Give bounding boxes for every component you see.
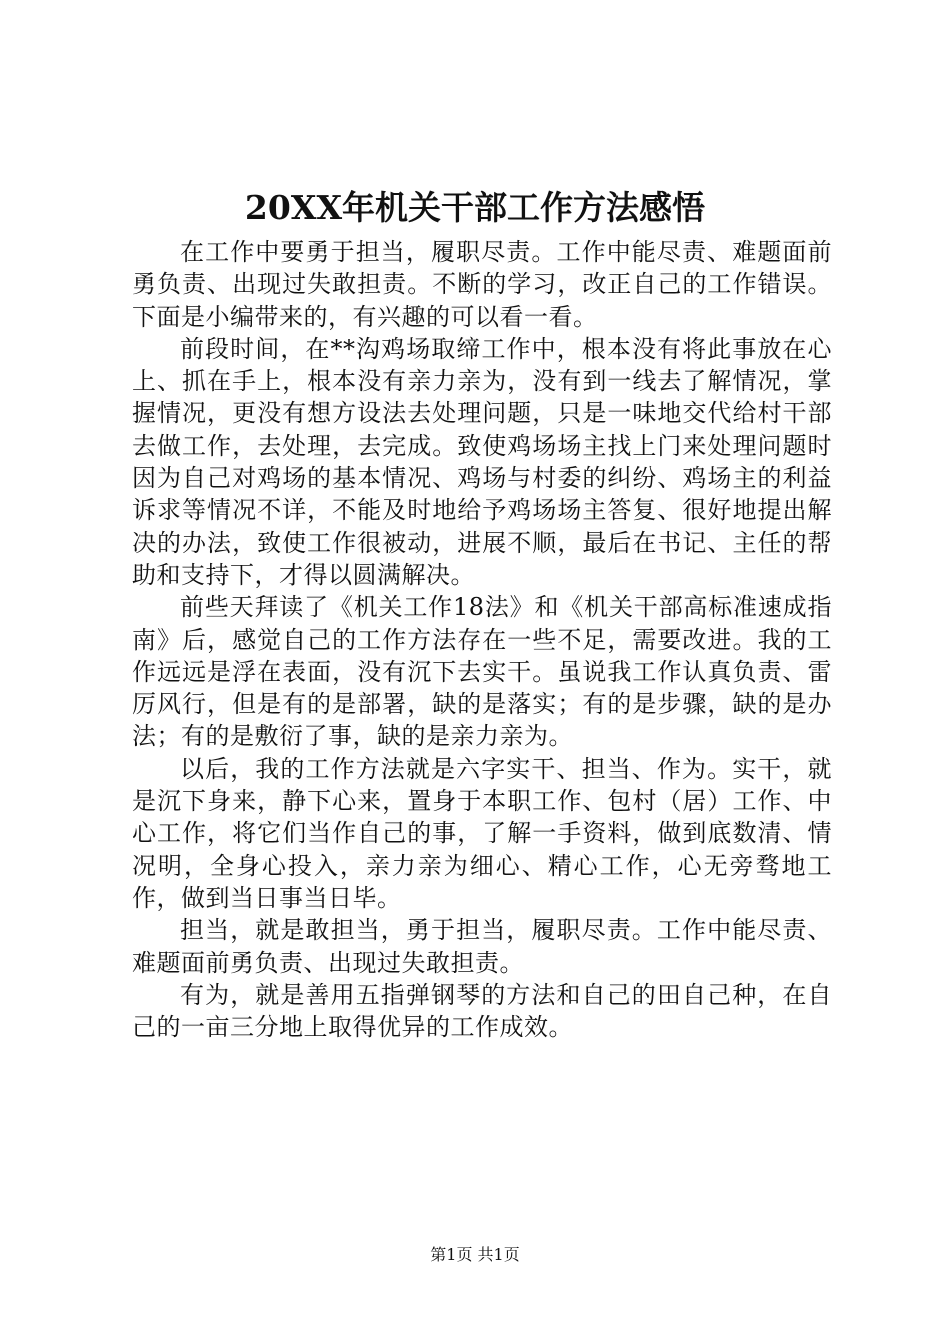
document-title: 20XX年机关干部工作方法感悟 xyxy=(244,188,706,227)
paragraph-2: 前段时间，在**沟鸡场取缔工作中，根本没有将此事放在心上、抓在手上，根本没有亲力亲为，没有到一线去了解情况，掌握情况，更没有想方设法去处理问题，只是一味地交代给村干部去做工作，去处理，去完成。致使鸡场场主找上门来处理问题时因为自己对鸡场的基本情况、鸡场与村委的纠纷、鸡场主的利益诉求等情况不详，不能及时地给予鸡场场主答复、很好地提出解决的办法，致使工作很被动，进展不顺，最后在书记、主任的帮助和支持下，才得以圆满解决。 xyxy=(132,334,832,589)
document-body xyxy=(132,236,832,1043)
paragraph-3: 前些天拜读了《机关工作18法》和《机关干部高标准速成指南》后，感觉自己的工作方法存在一些不足，需要改进。我的工作远远是浮在表面，没有沉下去实干。虽说我工作认真负责、雷厉风行，但是有的是部署，缺的是落实；有的是步骤，缺的是办法；有的是敷衍了事，缺的是亲力亲为。 xyxy=(132,593,832,751)
paragraph-5: 担当，就是敢担当，勇于担当，履职尽责。工作中能尽责、难题面前勇负责、出现过失敢担责。 xyxy=(132,916,832,977)
paragraph-6: 有为，就是善用五指弹钢琴的方法和自己的田自己种，在自己的一亩三分地上取得优异的工作成效。 xyxy=(132,980,832,1042)
paragraph-4: 以后，我的工作方法就是六字实干、担当、作为。实干，就是沉下身来，静下心来，置身于本职工作、包村（居）工作、中心工作，将它们当作自己的事，了解一手资料，做到底数清、情况明，全身心投入，亲力亲为细心、精心工作，心无旁骛地工作，做到当日事当日毕。 xyxy=(132,754,832,912)
page-number-footer: 第1页 共1页 xyxy=(430,1245,520,1264)
paragraph-1: 在工作中要勇于担当，履职尽责。工作中能尽责、难题面前勇负责、出现过失敢担责。不断的学习，改正自己的工作错误。下面是小编带来的，有兴趣的可以看一看。 xyxy=(132,238,832,331)
